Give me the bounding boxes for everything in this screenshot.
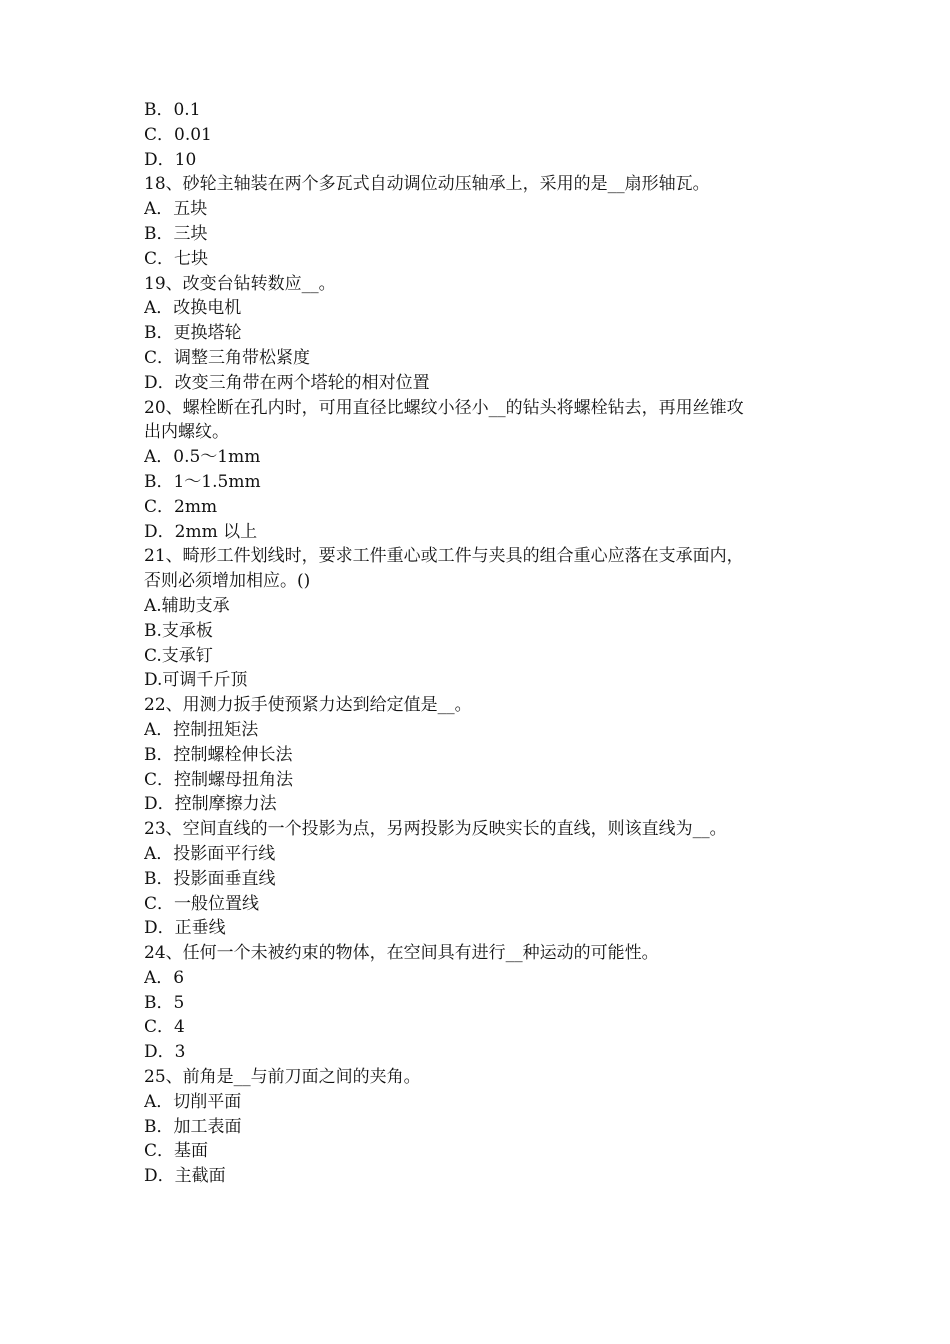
question-line: 24、任何一个未被约束的物体，在空间具有进行__种运动的可能性。: [144, 943, 659, 964]
option-line: D．3: [144, 1042, 186, 1063]
question-line: 19、改变台钻转数应__。: [144, 273, 336, 294]
option-line: C．控制螺母扭角法: [144, 769, 294, 790]
question-line: 18、砂轮主轴装在两个多瓦式自动调位动压轴承上，采用的是__扇形轴瓦。: [144, 174, 710, 195]
option-line: C．2mm: [144, 496, 218, 517]
option-line: C．基面: [144, 1141, 209, 1162]
document-body: [144, 98, 814, 1189]
option-line: B．1～1.5mm: [144, 471, 261, 492]
question-line: 出内螺纹。: [144, 422, 229, 443]
option-line: A．五块: [144, 199, 208, 220]
option-line: B．三块: [144, 223, 208, 244]
option-line: B．5: [144, 992, 185, 1013]
question-line: 22、用测力扳手使预紧力达到给定值是__。: [144, 695, 472, 716]
option-line: C.支承钉: [144, 645, 213, 666]
question-line: 否则必须增加相应。(): [144, 571, 311, 592]
option-line: C．七块: [144, 248, 209, 269]
question-line: 20、螺栓断在孔内时，可用直径比螺纹小径小__的钻头将螺栓钻去，再用丝锥攻: [144, 397, 744, 418]
option-line: C．调整三角带松紧度: [144, 347, 311, 368]
option-line: A．改换电机: [144, 298, 242, 319]
option-line: C．4: [144, 1017, 185, 1038]
option-line: A．6: [144, 967, 185, 988]
option-line: D．控制摩擦力法: [144, 794, 277, 815]
option-line: D．主截面: [144, 1166, 226, 1187]
option-line: C．0.01: [144, 124, 212, 145]
option-line: D.可调千斤顶: [144, 670, 248, 691]
question-line: 23、空间直线的一个投影为点，另两投影为反映实长的直线，则该直线为__。: [144, 819, 727, 840]
option-line: D．正垂线: [144, 918, 226, 939]
option-line: A．切削平面: [144, 1091, 242, 1112]
option-line: D．改变三角带在两个塔轮的相对位置: [144, 372, 430, 393]
option-line: B．控制螺栓伸长法: [144, 744, 293, 765]
question-line: 21、畸形工件划线时，要求工件重心或工件与夹具的组合重心应落在支承面内，: [144, 546, 744, 567]
option-line: A．投影面平行线: [144, 843, 276, 864]
option-line: B.支承板: [144, 620, 213, 641]
option-line: A．0.5～1mm: [144, 447, 261, 468]
option-line: A.辅助支承: [144, 595, 230, 616]
option-line: B．投影面垂直线: [144, 868, 276, 889]
option-line: B．更换塔轮: [144, 323, 242, 344]
question-line: 25、前角是__与前刀面之间的夹角。: [144, 1067, 421, 1088]
option-line: B．加工表面: [144, 1116, 242, 1137]
option-line: D．10: [144, 149, 197, 170]
option-line: A．控制扭矩法: [144, 719, 259, 740]
option-line: D．2mm 以上: [144, 521, 258, 542]
option-line: C．一般位置线: [144, 893, 260, 914]
option-line: B．0.1: [144, 100, 201, 120]
